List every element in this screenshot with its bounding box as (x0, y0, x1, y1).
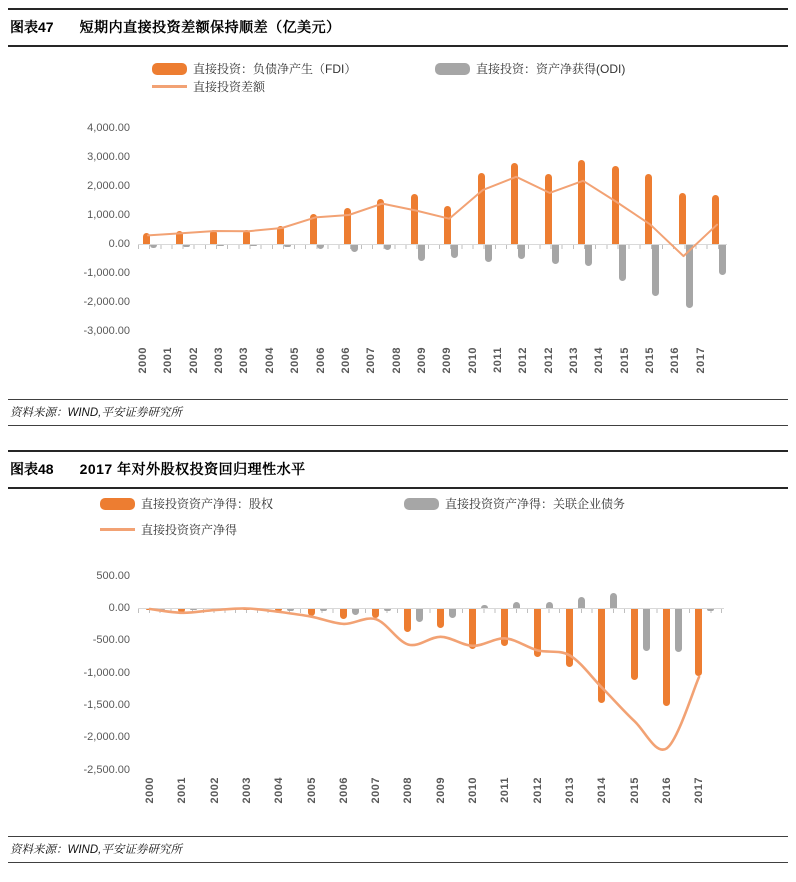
figure47-x-axis-label: 2009 (441, 347, 454, 374)
figure47-source: 资料来源：WIND,平安证券研究所 (8, 399, 788, 426)
figure48-y-axis-label: -2,000.00 (83, 731, 130, 744)
figure48-x-axis-label: 2002 (208, 777, 221, 804)
figure48-x-axis-label: 2015 (628, 777, 641, 804)
fdi-legend-label: 直接投资：负债净产生（FDI） (193, 62, 357, 76)
figure48-x-axis-label: 2010 (467, 777, 479, 804)
figure48-y-axis-label: -500.00 (92, 634, 130, 647)
figure48-x-axis-label: 2013 (563, 777, 576, 804)
figure48-x-axis-label: 2009 (434, 777, 447, 804)
diff-legend-label: 直接投资差额 (193, 80, 266, 94)
figure47-x-axis-label: 2001 (162, 347, 175, 374)
odi-legend-label: 直接投资：资产净获得(ODI) (476, 62, 626, 76)
figure48-y-axis-label: -1,000.00 (83, 666, 130, 679)
figure48-x-axis-label: 2014 (596, 777, 609, 804)
figure47-x-axis-label: 2005 (289, 347, 302, 374)
figure47-x-axis-label: 2010 (466, 347, 479, 374)
figure47-y-axis-label: -1,000.00 (83, 267, 130, 279)
figure47-x-axis-label: 2003 (238, 347, 251, 374)
legend-item-debt (404, 495, 625, 512)
figure47-x-axis-label: 2011 (491, 347, 504, 373)
figure47-x-axis-label: 2012 (517, 347, 530, 374)
figure48-legend (100, 496, 625, 540)
figure47-x-axis-label: 2008 (390, 347, 403, 374)
figure48-source: 资料来源：WIND,平安证券研究所 (8, 836, 788, 863)
figure48-x-axis-label: 2017 (693, 777, 706, 804)
figure47-y-axis-label: 0.00 (108, 238, 130, 250)
legend-item-net (100, 521, 237, 538)
figure48-x-axis-label: 2005 (305, 777, 318, 804)
figure47-label: 图表47 (10, 19, 54, 35)
figure47-y-axis-label: -3,000.00 (83, 325, 130, 337)
figure47-diff-line (138, 128, 727, 331)
figure48-x-axis-label: 2008 (402, 777, 415, 804)
fdi-legend-swatch (152, 63, 187, 75)
figure47-y-axis-label: -2,000.00 (83, 296, 130, 308)
figure48-net-line (138, 576, 724, 770)
figure48-x-axis-label: 2004 (273, 777, 286, 804)
figure48-x-axis-label: 2016 (660, 777, 673, 804)
debt-legend-label: 直接投资资产净得：关联企业债务 (445, 497, 626, 511)
figure47-x-axis-label: 2006 (339, 347, 352, 374)
net-line-legend-swatch (100, 528, 135, 531)
figure47-y-axis-label: 2,000.00 (87, 180, 130, 192)
figure47-x-axis-label: 2012 (542, 347, 555, 374)
figure47-header (8, 8, 788, 47)
diff-line-legend-swatch (152, 85, 187, 88)
figure47-y-axis-label: 3,000.00 (87, 151, 130, 163)
figure47-x-axis-label: 2009 (415, 347, 428, 374)
figure47-x-axis-label: 2017 (694, 347, 707, 374)
figure48-y-axis-label: 500.00 (96, 569, 130, 582)
figure48-y-axis-label: -2,500.00 (83, 763, 130, 776)
figure47-y-axis-label: 4,000.00 (87, 122, 130, 134)
figure47-x-axis-label: 2003 (213, 347, 226, 374)
equity-legend-label: 直接投资资产净得：股权 (141, 497, 274, 511)
figure48-x-axis-label: 2006 (337, 777, 350, 804)
odi-legend-swatch (435, 63, 470, 75)
figure47-title: 短期内直接投资差额保持顺差（亿美元） (79, 19, 341, 35)
figure47-y-axis-label: 1,000.00 (87, 209, 130, 221)
figure47-legend (152, 61, 625, 97)
figure48-x-axis-label: 2001 (176, 777, 189, 804)
legend-item-fdi (152, 60, 435, 77)
equity-legend-swatch (100, 498, 135, 510)
figure47-x-axis-label: 2015 (644, 347, 656, 374)
legend-item-odi (435, 60, 625, 77)
figure47-x-axis-label: 2016 (669, 347, 682, 374)
figure48-header (8, 450, 788, 489)
figure48-x-axis-label: 2003 (240, 777, 253, 804)
figure48-x-axis-label: 2000 (144, 777, 156, 804)
figure47-x-axis-label: 2014 (593, 347, 606, 374)
figure47-x-axis-label: 2013 (568, 347, 580, 374)
figure48-y-axis-label: -1,500.00 (83, 699, 130, 711)
figure47-x-axis-label: 2000 (137, 347, 149, 374)
figure47-x-axis-label: 2004 (263, 347, 276, 374)
legend-item-diff (152, 78, 265, 95)
figure48-x-axis-label: 2007 (370, 777, 383, 804)
figure48-x-axis-label: 2012 (531, 777, 544, 804)
figure47-x-axis-label: 2002 (187, 347, 200, 374)
figure48-y-axis-label: 0.00 (108, 602, 130, 614)
figure48-title: 2017 年对外股权投资回归理性水平 (79, 461, 306, 477)
figure47-x-axis-label: 2007 (365, 347, 378, 374)
debt-legend-swatch (404, 498, 439, 510)
figure47-x-axis-label: 2006 (314, 347, 327, 374)
figure48-label: 图表48 (10, 461, 54, 477)
legend-item-equity (100, 495, 404, 512)
figure47-x-axis-label: 2015 (618, 347, 631, 374)
net-legend-label: 直接投资资产净得 (141, 523, 238, 537)
figure48-x-axis-label: 2011 (499, 777, 512, 803)
